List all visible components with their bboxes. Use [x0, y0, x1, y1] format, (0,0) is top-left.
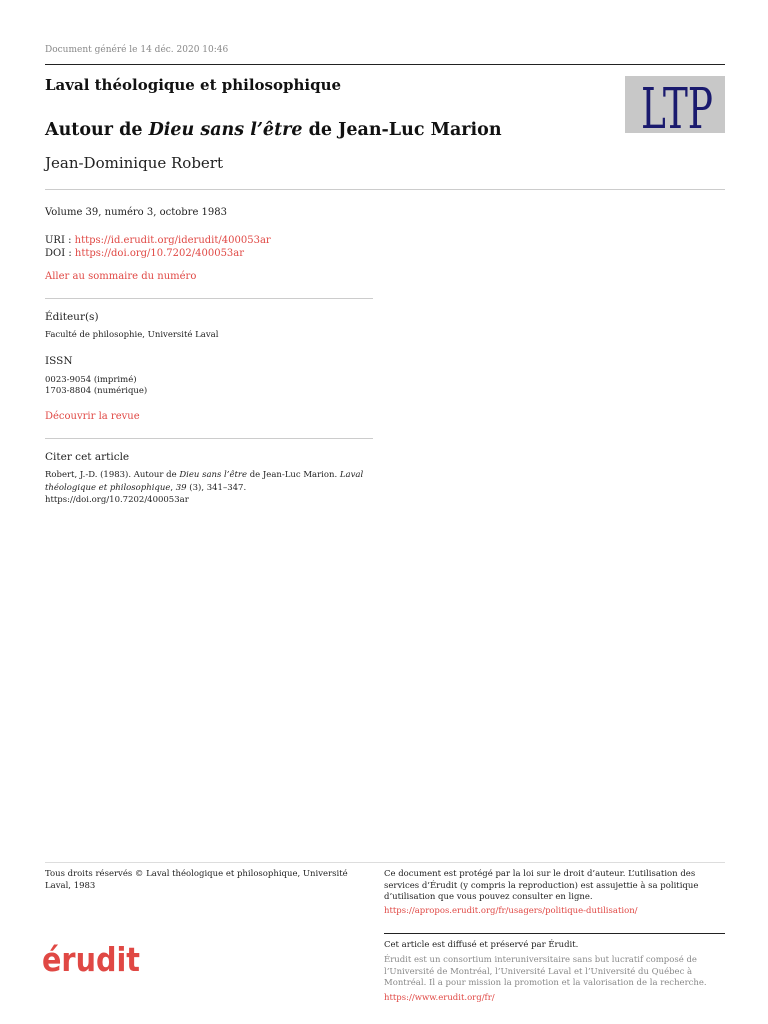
- erudit-logo-text: érudit: [42, 940, 141, 979]
- cite-part: Robert, J.-D. (1983). Autour de: [45, 470, 180, 480]
- editor-heading: Éditeur(s): [45, 311, 99, 323]
- editor-value: Faculté de philosophie, Université Laval: [45, 330, 219, 340]
- divider: [45, 189, 725, 190]
- cite-part: ,: [170, 482, 176, 493]
- issn-print: 0023-9054 (imprimé): [45, 375, 137, 385]
- title-italic: Dieu sans l’être: [148, 120, 303, 140]
- consortium-description: Érudit est un consortium interuniversitaire sans but lucratif composé de l’Université de Montréal, l’Université Laval et l’Université du Québec à Montréal. Il a pour mission la promotion et la valorisation de la recherche.: [384, 955, 707, 988]
- footer-divider: [384, 933, 725, 934]
- citation-text: [45, 469, 375, 507]
- doi-link[interactable]: https://doi.org/10.7202/400053ar: [74, 248, 245, 259]
- diffusion-notice: Cet article est diffusé et préservé par Érudit.: [384, 940, 579, 950]
- generated-date: Document généré le 14 déc. 2020 10:46: [45, 45, 229, 55]
- footer-divider: [45, 862, 725, 863]
- uri-link[interactable]: https://id.erudit.org/iderudit/400053ar: [74, 235, 271, 246]
- issn-values: [45, 375, 147, 397]
- discover-journal-link[interactable]: Découvrir la revue: [45, 411, 140, 422]
- article-author: Jean-Dominique Robert: [45, 154, 224, 172]
- cite-part: (3), 341–347. https://doi.org/10.7202/400053ar: [45, 482, 247, 505]
- identifiers: [45, 234, 271, 260]
- policy-link[interactable]: https://apropos.erudit.org/fr/usagers/politique-dutilisation/: [384, 905, 638, 916]
- journal-name: Laval théologique et philosophique: [45, 76, 342, 94]
- erudit-website-link[interactable]: https://www.erudit.org/fr/: [384, 993, 495, 1003]
- cite-italic: Dieu sans l’être: [179, 470, 248, 480]
- rights-notice: Tous droits réservés © Laval théologique et philosophique, Université Laval, 1983: [45, 869, 348, 891]
- issn-digital: 1703-8804 (numérique): [45, 386, 148, 396]
- article-title: [45, 120, 502, 140]
- copyright-notice: [384, 869, 724, 917]
- ltp-logo: [625, 76, 725, 142]
- issue-toc-link[interactable]: Aller au sommaire du numéro: [45, 271, 197, 282]
- divider: [45, 438, 373, 439]
- title-prefix: Autour de: [45, 120, 149, 140]
- uri-label: URI :: [45, 235, 75, 246]
- volume-info: Volume 39, numéro 3, octobre 1983: [45, 207, 227, 218]
- top-rule: [45, 64, 725, 65]
- title-suffix: de Jean-Luc Marion: [302, 120, 502, 140]
- divider: [45, 298, 373, 299]
- cite-heading: Citer cet article: [45, 451, 130, 463]
- ltp-logo-text: LTP: [641, 77, 713, 142]
- cite-part: de Jean-Luc Marion.: [247, 470, 340, 480]
- cite-italic: Laval théologique et philosophique: [45, 470, 364, 493]
- protect-text: Ce document est protégé par la loi sur le droit d’auteur. L’utilisation des services d’Érudit (y compris la reproduction) est assujettie à sa politique d’utilisation que vous pouvez consulter en ligne.: [384, 869, 699, 902]
- erudit-logo: [42, 939, 142, 979]
- doi-label: DOI :: [45, 248, 75, 259]
- issn-heading: ISSN: [45, 355, 73, 367]
- cite-italic: 39: [175, 482, 187, 493]
